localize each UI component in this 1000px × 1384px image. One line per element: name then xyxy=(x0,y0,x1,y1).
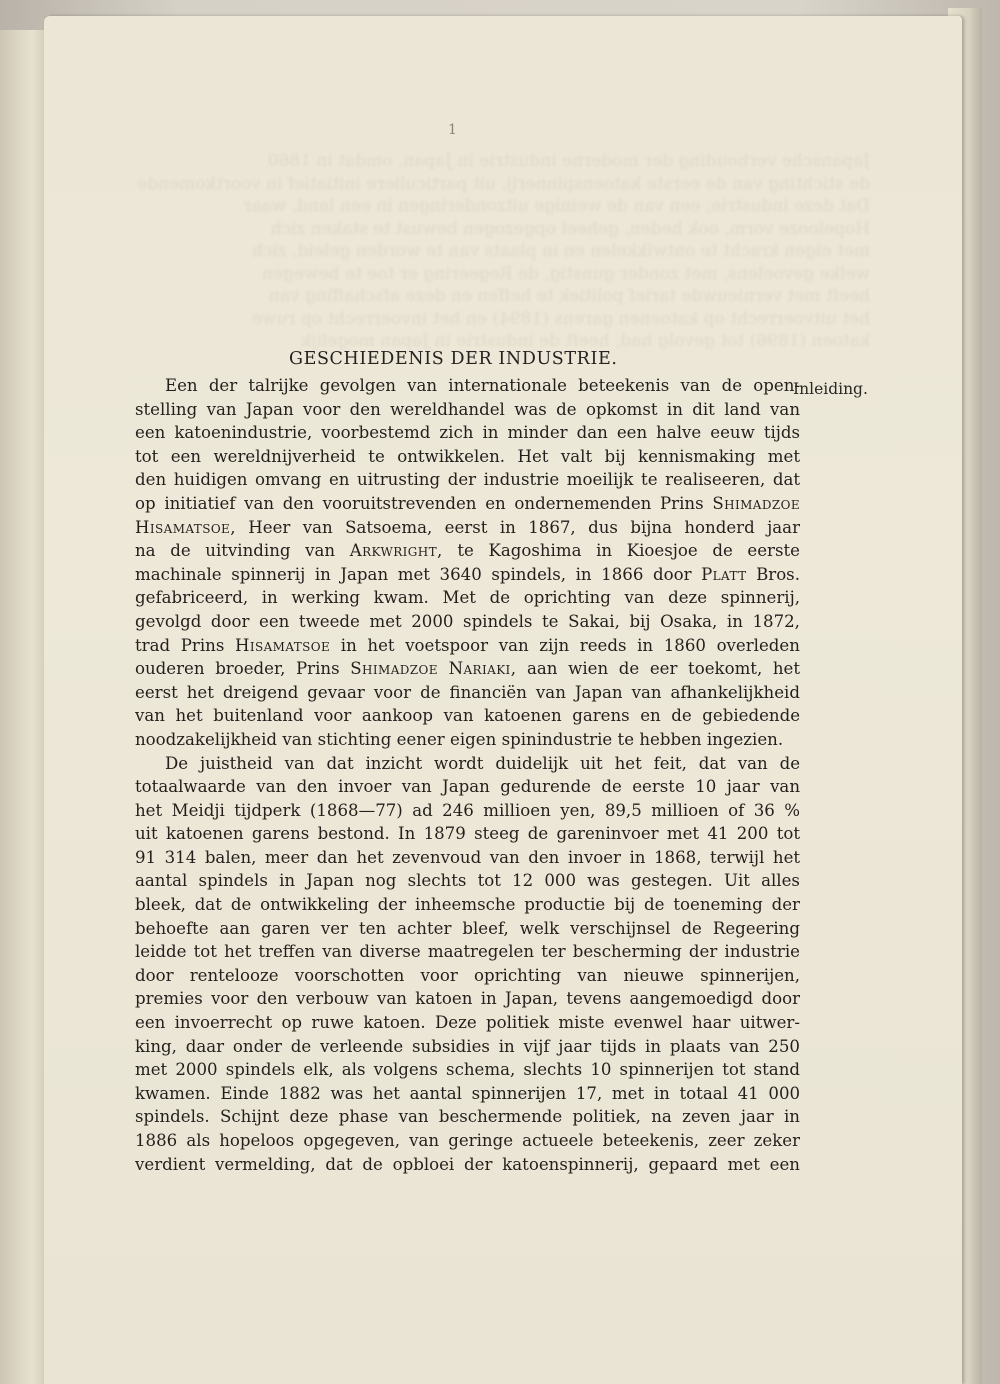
show-through-line: welke gevoelens, met zonder gunstig, de Regeering er toe te bewegen xyxy=(262,263,870,284)
margin-note: Inleiding. xyxy=(793,380,868,398)
text-line: 91 314 balen, meer dan het zevenvoud van den invoer in 1868, terwijl het xyxy=(135,847,800,867)
page-heading: GESCHIEDENIS DER INDUSTRIE. xyxy=(289,349,618,369)
body-text xyxy=(135,374,800,1176)
show-through-line: katoen (1896) tot gevolg had, heeft de industrie in Japan mogelijk xyxy=(300,331,870,351)
text-line: gefabriceerd, in werking kwam. Met de oprichting van deze spinnerij, xyxy=(135,588,800,608)
show-through-line: met eigen kracht te ontwikkelen en in plaats van te worden geleid, zich xyxy=(251,241,870,261)
text-line: tot een wereldnijverheid te ontwikkelen. Het valt bij kennismaking met xyxy=(135,446,800,466)
text-line: het Meidji tijdperk (1868—77) ad 246 millioen yen, 89,5 millioen of 36 % xyxy=(135,800,800,820)
text-line: door rentelooze voorschotten voor oprichting van nieuwe spinnerijen, xyxy=(135,965,800,985)
show-through-text xyxy=(130,150,870,370)
text-line: 1886 als hopeloos opgegeven, van geringe actueele beteekenis, zeer zeker xyxy=(135,1131,800,1150)
text-line: machinale spinnerij in Japan met 3640 spindels, in 1866 door Platt Bros. xyxy=(135,564,800,584)
text-line: van het buitenland voor aankoop van katoenen garens en de gebiedende xyxy=(135,706,800,726)
text-line: op initiatief van den vooruitstrevenden en ondernemenden Prins Shimadzoe xyxy=(135,493,800,513)
text-line: aantal spindels in Japan nog slechts tot 12 000 was gestegen. Uit alles xyxy=(135,871,800,891)
text-line: gevolgd door een tweede met 2000 spindels te Sakai, bij Osaka, in 1872, xyxy=(135,611,800,631)
show-through-line: de stichting van de eerste katoenspinnerij, uit particuliere initiatief in voortkomende xyxy=(137,173,870,194)
text-line: totaalwaarde van den invoer van Japan gedurende de eerste 10 jaar van xyxy=(135,777,800,797)
text-line: noodzakelijkheid van stichting eener eigen spinindustrie te hebben ingezien. xyxy=(135,729,784,749)
show-through-line: Japansche verhouding der moderne industrie in Japan, omdat in 1860 xyxy=(267,151,870,171)
text-line: een invoerrecht op ruwe katoen. Deze politiek miste evenwel haar uitwer- xyxy=(135,1013,800,1033)
text-line: na de uitvinding van Arkwright, te Kagoshima in Kioesjoe de eerste xyxy=(135,541,800,561)
show-through-line: het uitvoerrecht op katoenen garens (1894) en het invoerrecht op ruwe xyxy=(251,308,870,329)
text-line: bleek, dat de ontwikkeling der inheemsche productie bij de toeneming der xyxy=(135,895,800,915)
text-line: Een der talrijke gevolgen van internationale beteekenis van de open- xyxy=(165,376,800,395)
text-line: behoefte aan garen ver ten achter bleef, welk verschijnsel de Regeering xyxy=(135,918,800,938)
text-line: De juistheid van dat inzicht wordt duidelijk uit het feit, dat van de xyxy=(165,753,800,773)
text-line: den huidigen omvang en uitrusting der industrie moeilijk te realiseeren, dat xyxy=(135,470,800,490)
text-line: uit katoenen garens bestond. In 1879 steeg de gareninvoer met 41 200 tot xyxy=(135,824,800,844)
left-facing-page-edge xyxy=(0,30,47,1384)
show-through-line: heeft met vernieuwde tarief politiek te heffen en deze afschaffing van xyxy=(268,286,870,306)
text-line: king, daar onder de verleende subsidies in vijf jaar tijds in plaats van 250 xyxy=(135,1036,800,1056)
text-line: kwamen. Einde 1882 was het aantal spinnerijen 17, met in totaal 41 000 xyxy=(135,1083,800,1103)
text-line: ouderen broeder, Prins Shimadzoe Nariaki, aan wien de eer toekomt, het xyxy=(135,659,800,679)
text-line: trad Prins Hisamatsoe in het voetspoor van zijn reeds in 1860 overleden xyxy=(135,635,800,655)
page-number-mark: 1 xyxy=(448,122,457,138)
text-line: verdient vermelding, dat de opbloei der katoenspinnerij, gepaard met een xyxy=(135,1154,800,1174)
text-line: een katoenindustrie, voorbestemd zich in minder dan een halve eeuw tijds xyxy=(135,423,800,443)
show-through-line: Dat deze industrie, een van de weinige uitzonderingen in een land, waar xyxy=(243,196,870,216)
text-line: Hisamatsoe, Heer van Satsoema, eerst in 1867, dus bijna honderd jaar xyxy=(135,517,800,537)
text-line: stelling van Japan voor den wereldhandel was de opkomst in dit land van xyxy=(135,399,800,419)
text-line: spindels. Schijnt deze phase van beschermende politiek, na zeven jaar in xyxy=(135,1107,800,1127)
text-line: eerst het dreigend gevaar voor de financiën van Japan van afhankelijkheid xyxy=(135,682,800,702)
show-through-line: Hopelooze vorm, ook heden, geheel opgezogen bewust te staken zich xyxy=(270,218,870,239)
text-line: met 2000 spindels elk, als volgens schema, slechts 10 spinnerijen tot stand xyxy=(135,1060,800,1080)
text-line: premies voor den verbouw van katoen in Japan, tevens aangemoedigd door xyxy=(135,989,800,1009)
text-line: leidde tot het treffen van diverse maatregelen ter bescherming der industrie xyxy=(135,942,800,962)
